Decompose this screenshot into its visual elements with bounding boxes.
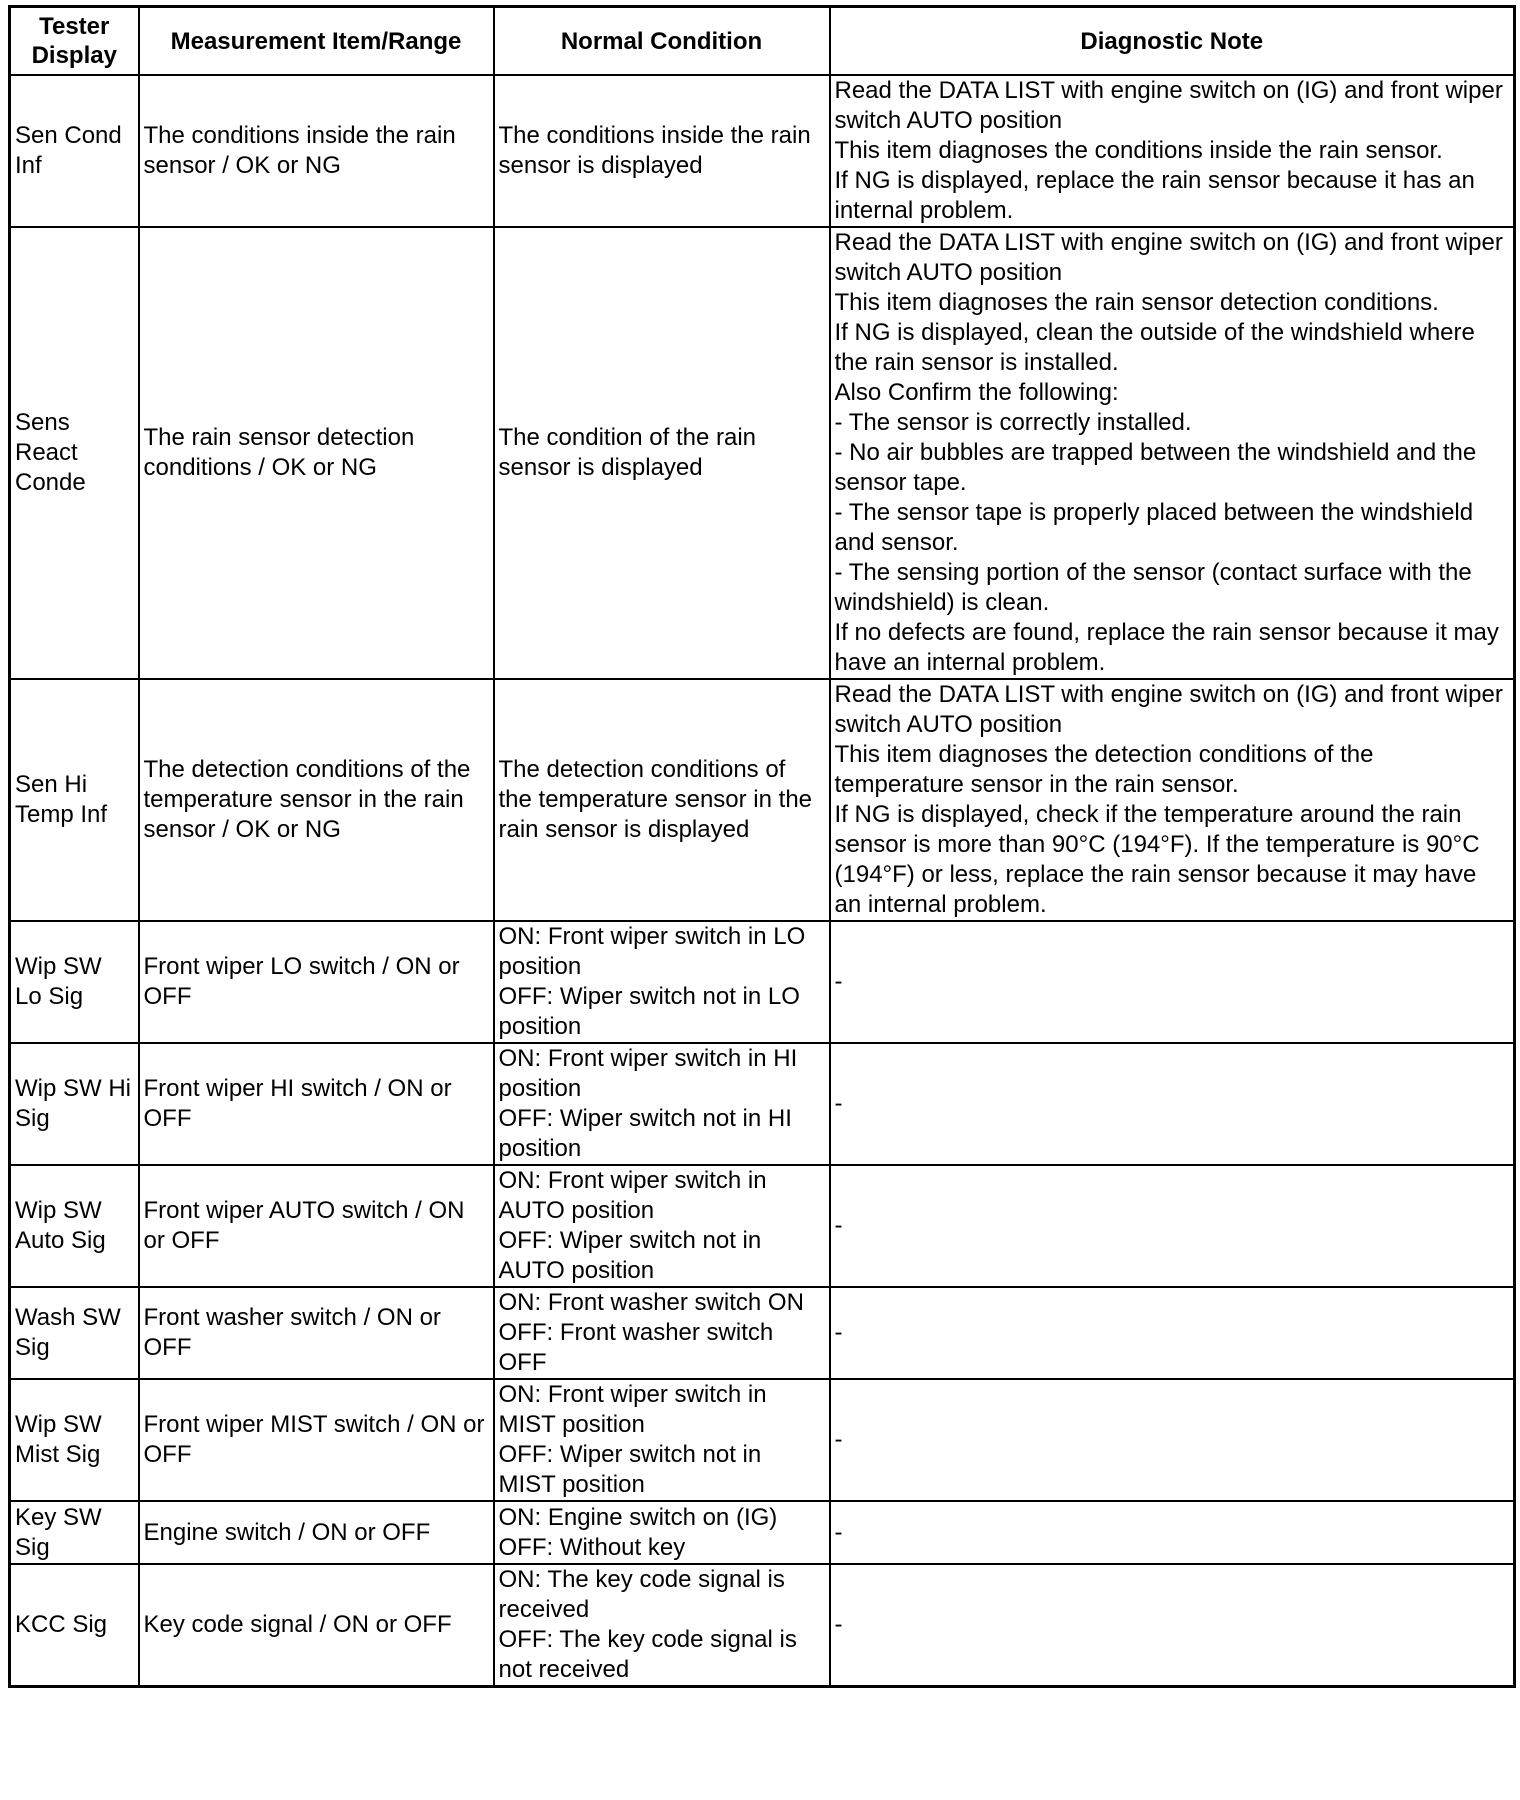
cell-normal-condition-line: OFF: Front washer switch OFF [498,1319,774,1376]
cell-diagnostic-note [830,1165,1515,1287]
table-row [10,1379,1515,1501]
cell-tester-display: Wip SW Auto Sig [10,1165,139,1287]
cell-normal-condition [494,921,830,1043]
cell-diagnostic-note-line: - [834,1090,843,1117]
cell-normal-condition-line: OFF: Wiper switch not in AUTO position [498,1227,762,1284]
table-body [10,75,1515,1687]
cell-tester-display: Sen Hi Temp Inf [10,679,139,921]
table-row [10,1287,1515,1379]
cell-diagnostic-note-line: This item diagnoses the conditions inside the rain sensor. [834,137,1443,164]
cell-diagnostic-note-line: If NG is displayed, clean the outside of the windshield where the rain sensor is installed. [834,319,1475,376]
cell-measurement-item: Engine switch / ON or OFF [139,1501,494,1564]
header-diagnostic-note: Diagnostic Note [830,7,1515,76]
cell-tester-display: Sens React Conde [10,227,139,679]
cell-diagnostic-note-line: - [834,1426,843,1453]
cell-diagnostic-note [830,227,1515,679]
cell-measurement-item: Key code signal / ON or OFF [139,1564,494,1687]
cell-diagnostic-note-line: This item diagnoses the detection conditions of the temperature sensor in the rain sensor. [834,741,1374,798]
cell-diagnostic-note [830,1501,1515,1564]
cell-tester-display: Wash SW Sig [10,1287,139,1379]
table-row [10,75,1515,227]
cell-tester-display: Wip SW Hi Sig [10,1043,139,1165]
cell-diagnostic-note-line: - [834,1611,843,1638]
table-row [10,1043,1515,1165]
cell-normal-condition-line: ON: The key code signal is received [498,1566,785,1623]
cell-diagnostic-note-line: - [834,1319,843,1346]
cell-normal-condition: The detection conditions of the temperature sensor in the rain sensor is displayed [494,679,830,921]
cell-normal-condition [494,1165,830,1287]
cell-diagnostic-note-line: - [834,968,843,995]
cell-diagnostic-note-line: - [834,1212,843,1239]
cell-diagnostic-note-line: Read the DATA LIST with engine switch on (IG) and front wiper switch AUTO position [834,681,1503,738]
cell-normal-condition-line: ON: Engine switch on (IG) [498,1503,778,1531]
cell-measurement-item: Front wiper LO switch / ON or OFF [139,921,494,1043]
table-row [10,1564,1515,1687]
cell-normal-condition [494,1564,830,1687]
table-row [10,227,1515,679]
header-measurement-item: Measurement Item/Range [139,7,494,76]
data-list-table [8,5,1516,1688]
cell-diagnostic-note-line: If NG is displayed, check if the temperature around the rain sensor is more than 90°C (194°F). If the temperature is 90°C (194°F) or less, replace the rain sensor because it may have an internal problem. [834,801,1480,918]
cell-normal-condition-line: ON: Front wiper switch in MIST position [498,1381,767,1438]
cell-diagnostic-note [830,679,1515,921]
cell-normal-condition [494,1043,830,1165]
cell-normal-condition-line: OFF: The key code signal is not received [498,1626,797,1683]
cell-tester-display: Sen Cond Inf [10,75,139,227]
cell-measurement-item: The conditions inside the rain sensor / OK or NG [139,75,494,227]
cell-normal-condition-line: OFF: Wiper switch not in MIST position [498,1441,762,1498]
cell-tester-display: Wip SW Mist Sig [10,1379,139,1501]
cell-measurement-item: The detection conditions of the temperature sensor in the rain sensor / OK or NG [139,679,494,921]
cell-diagnostic-note-line: - The sensor tape is properly placed between the windshield and sensor. [834,499,1474,556]
cell-diagnostic-note-line: - No air bubbles are trapped between the windshield and the sensor tape. [834,439,1477,496]
cell-diagnostic-note-line: - The sensor is correctly installed. [834,409,1192,436]
cell-measurement-item: The rain sensor detection conditions / OK or NG [139,227,494,679]
cell-tester-display: Wip SW Lo Sig [10,921,139,1043]
cell-diagnostic-note-line: If no defects are found, replace the rain sensor because it may have an internal problem. [834,619,1499,676]
cell-normal-condition-line: OFF: Wiper switch not in LO position [498,983,800,1040]
cell-diagnostic-note [830,1379,1515,1501]
cell-normal-condition-line: ON: Front wiper switch in LO position [498,923,806,980]
cell-diagnostic-note [830,75,1515,227]
cell-diagnostic-note-line: - [834,1518,843,1546]
header-tester-display: Tester Display [10,7,139,76]
cell-diagnostic-note-line: Read the DATA LIST with engine switch on (IG) and front wiper switch AUTO position [834,77,1503,134]
cell-tester-display: KCC Sig [10,1564,139,1687]
cell-normal-condition-line: ON: Front wiper switch in HI position [498,1045,798,1102]
cell-normal-condition-line: OFF: Wiper switch not in HI position [498,1105,792,1162]
cell-normal-condition-line: ON: Front wiper switch in AUTO position [498,1167,767,1224]
table-row [10,921,1515,1043]
data-list-table-wrapper [8,5,1516,1688]
cell-measurement-item: Front wiper MIST switch / ON or OFF [139,1379,494,1501]
header-normal-condition: Normal Condition [494,7,830,76]
cell-diagnostic-note [830,921,1515,1043]
cell-diagnostic-note [830,1287,1515,1379]
cell-diagnostic-note-line: This item diagnoses the rain sensor detection conditions. [834,289,1439,316]
cell-diagnostic-note-line: Also Confirm the following: [834,379,1119,406]
cell-diagnostic-note [830,1564,1515,1687]
cell-diagnostic-note-line: Read the DATA LIST with engine switch on (IG) and front wiper switch AUTO position [834,229,1503,286]
cell-normal-condition [494,1379,830,1501]
cell-normal-condition [494,1501,830,1564]
table-row [10,1165,1515,1287]
table-header-row [10,7,1515,76]
cell-measurement-item: Front washer switch / ON or OFF [139,1287,494,1379]
cell-diagnostic-note-line: - The sensing portion of the sensor (contact surface with the windshield) is clean. [834,559,1472,616]
table-row [10,679,1515,921]
cell-normal-condition-line: ON: Front washer switch ON [498,1289,804,1316]
cell-measurement-item: Front wiper HI switch / ON or OFF [139,1043,494,1165]
cell-normal-condition: The conditions inside the rain sensor is displayed [494,75,830,227]
table-row [10,1501,1515,1564]
cell-measurement-item: Front wiper AUTO switch / ON or OFF [139,1165,494,1287]
cell-normal-condition-line: OFF: Without key [498,1533,686,1561]
cell-normal-condition [494,1287,830,1379]
cell-diagnostic-note-line: If NG is displayed, replace the rain sensor because it has an internal problem. [834,167,1475,224]
cell-diagnostic-note [830,1043,1515,1165]
cell-tester-display: Key SW Sig [10,1501,139,1564]
cell-normal-condition: The condition of the rain sensor is displayed [494,227,830,679]
